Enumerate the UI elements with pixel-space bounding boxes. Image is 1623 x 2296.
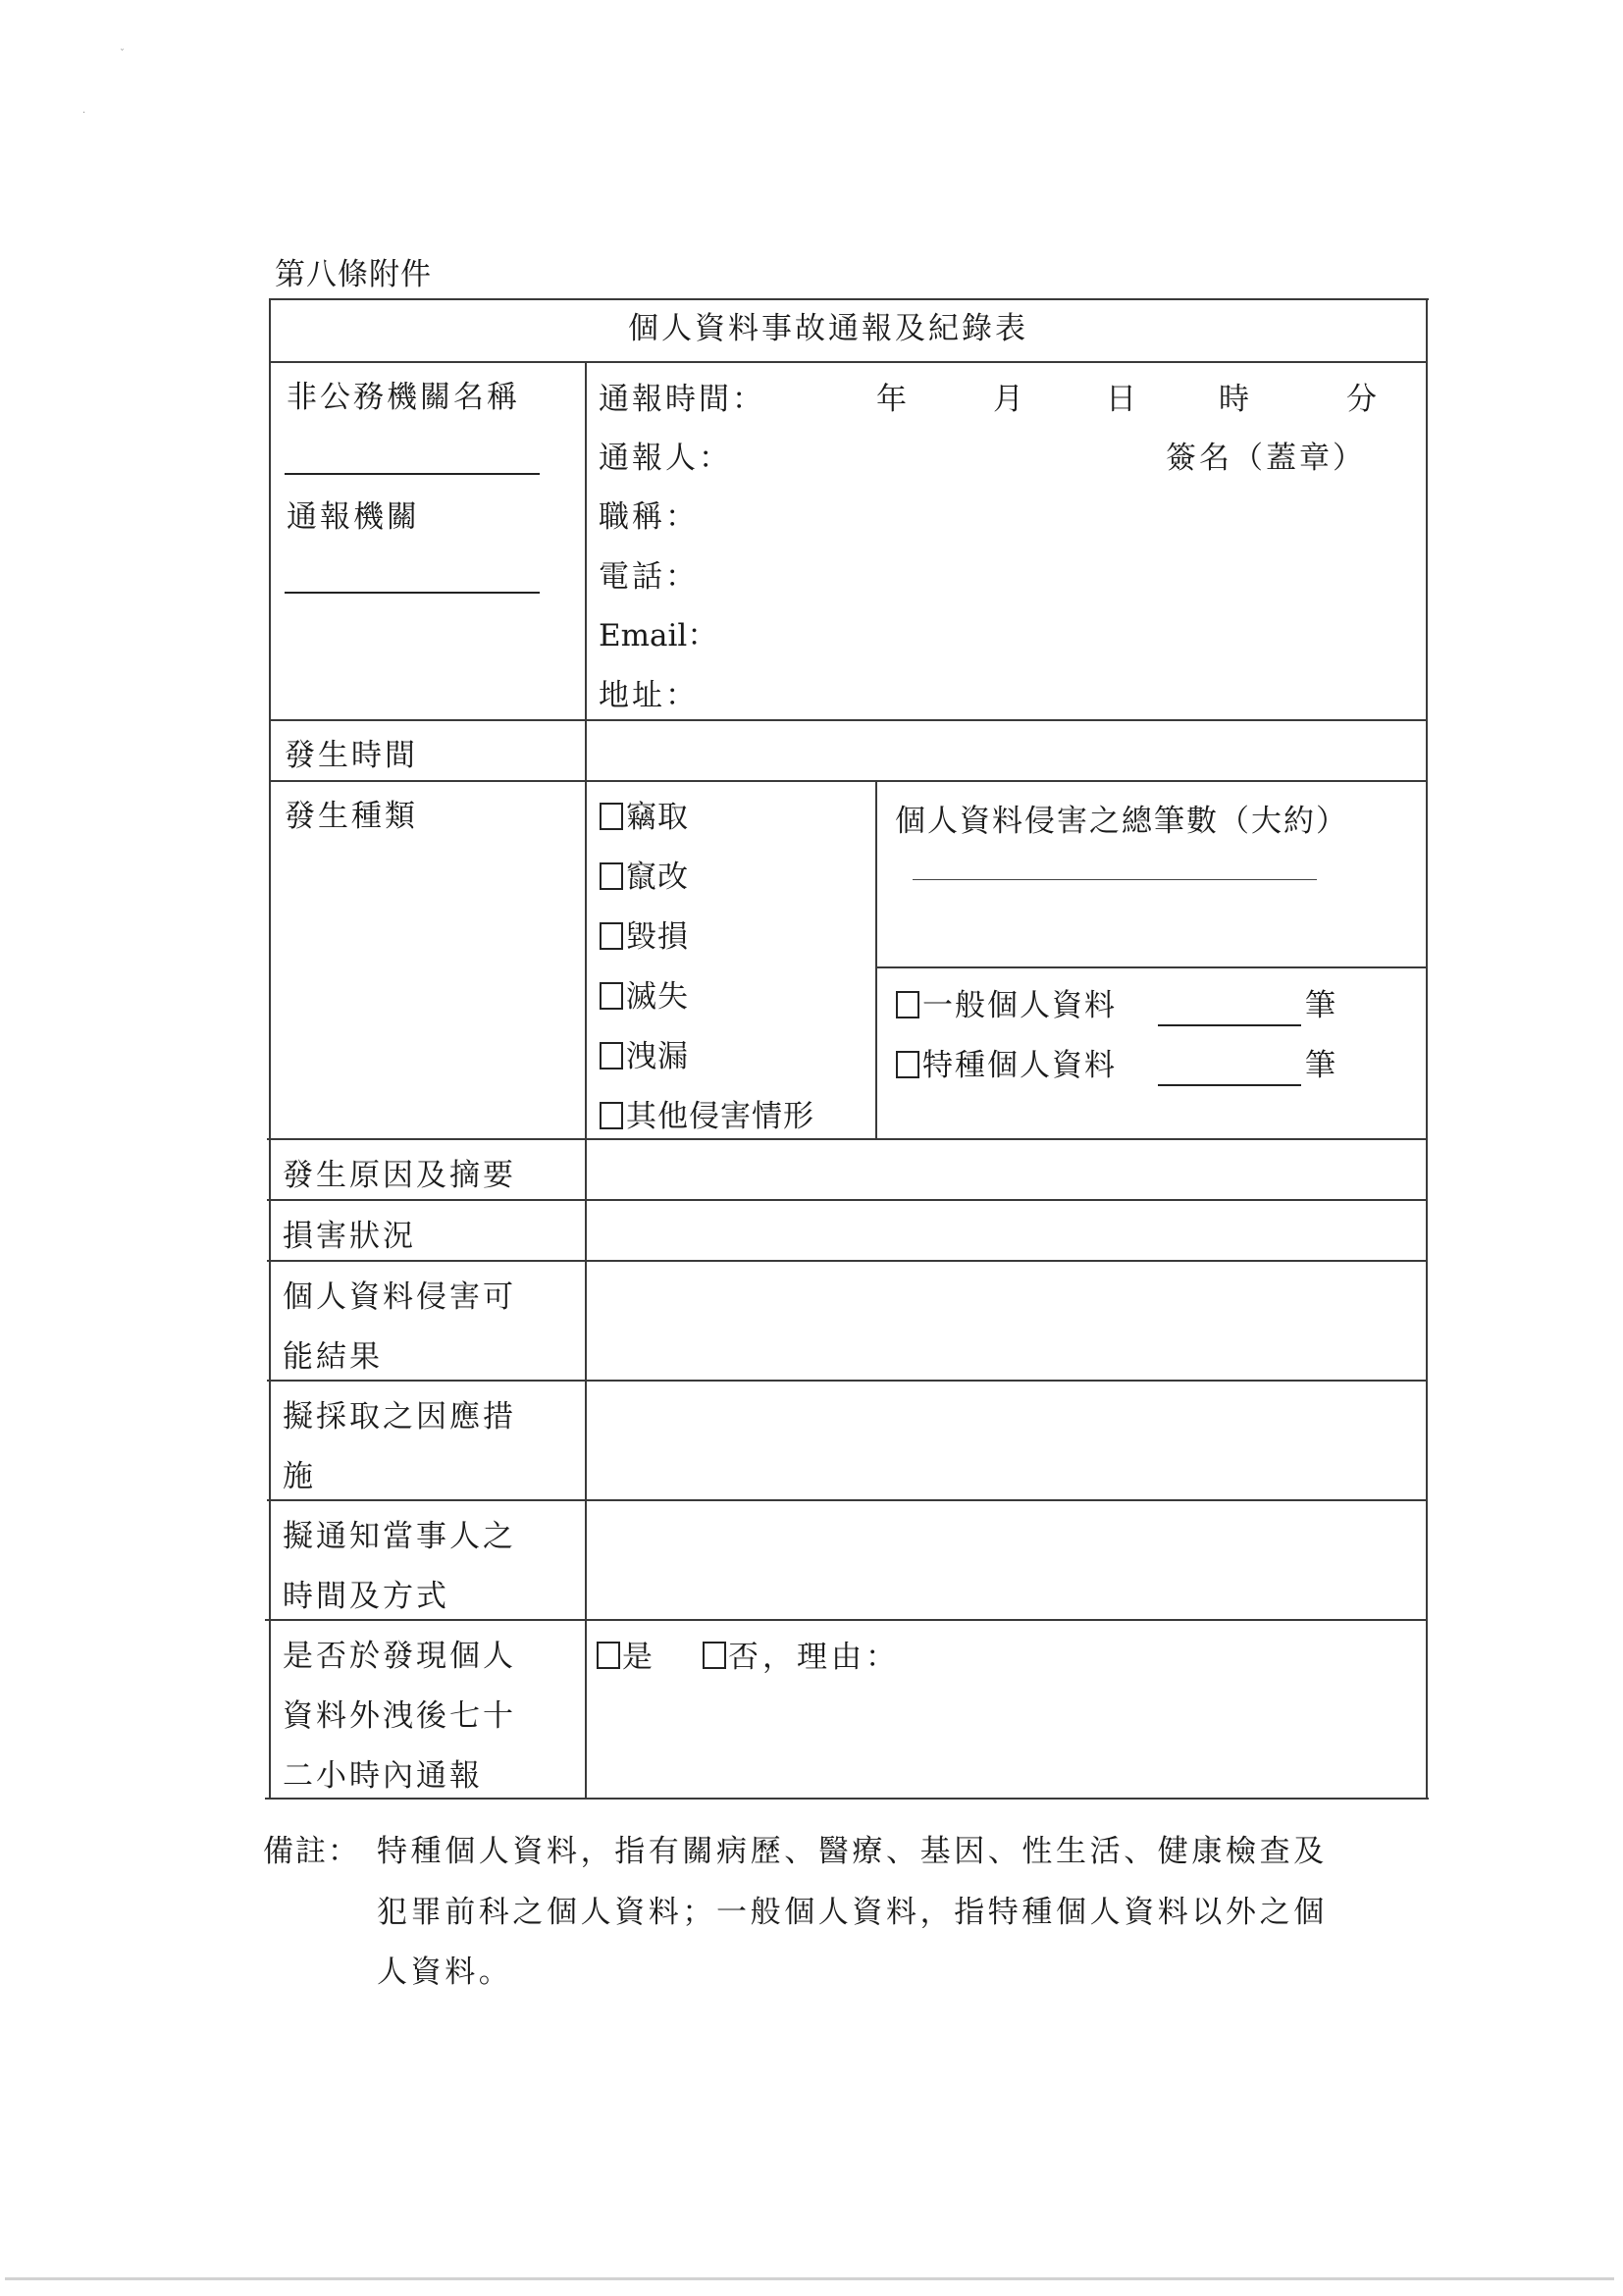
table-border-left bbox=[269, 298, 271, 1800]
row-divider bbox=[267, 1138, 1428, 1140]
report-time-label: 通報時間： bbox=[599, 382, 765, 417]
form-title: 個人資料事故通報及紀錄表 bbox=[628, 311, 1028, 346]
time-unit-minute: 分 bbox=[1346, 382, 1380, 417]
time-unit-month: 月 bbox=[993, 382, 1026, 417]
notification-72h-label-line2: 資料外洩後七十 bbox=[283, 1698, 516, 1734]
checkbox-general-data[interactable] bbox=[896, 991, 919, 1018]
checkbox-tampering[interactable] bbox=[600, 862, 623, 890]
notify-subject-label-line2: 時間及方式 bbox=[283, 1579, 449, 1614]
note-prefix: 備註： bbox=[263, 1834, 360, 1869]
checkbox-yes[interactable] bbox=[597, 1642, 620, 1669]
possible-consequences-label-line2: 能結果 bbox=[283, 1339, 383, 1375]
table-border-top bbox=[269, 298, 1429, 300]
checkbox-other[interactable] bbox=[600, 1102, 623, 1129]
special-data-count-field[interactable] bbox=[1158, 1084, 1301, 1086]
attachment-label: 第八條附件 bbox=[275, 257, 432, 292]
damage-status-label: 損害狀況 bbox=[283, 1219, 416, 1254]
option-other-label: 其他侵害情形 bbox=[626, 1099, 814, 1134]
checkbox-damage[interactable] bbox=[600, 922, 623, 950]
option-theft-label: 竊取 bbox=[626, 800, 689, 835]
scan-artifact: · bbox=[82, 108, 86, 119]
job-title-label: 職稱： bbox=[599, 499, 699, 535]
yes-label: 是 bbox=[622, 1640, 655, 1675]
scan-artifact: ˇ bbox=[120, 49, 125, 60]
option-leak-label: 洩漏 bbox=[626, 1039, 689, 1074]
note-line-3: 人資料。 bbox=[377, 1955, 513, 1990]
notify-subject-field[interactable] bbox=[589, 1503, 1423, 1617]
org-name-field[interactable] bbox=[285, 473, 540, 475]
checkbox-no[interactable] bbox=[703, 1642, 726, 1669]
notification-72h-label-line3: 二小時內通報 bbox=[283, 1758, 483, 1794]
cause-summary-label: 發生原因及摘要 bbox=[283, 1158, 516, 1193]
address-label: 地址： bbox=[599, 678, 699, 713]
table-border-right bbox=[1426, 298, 1428, 1800]
row-divider bbox=[269, 719, 1428, 721]
checkbox-theft[interactable] bbox=[600, 803, 623, 830]
occurrence-type-label: 發生種類 bbox=[285, 799, 418, 834]
row-divider bbox=[267, 1199, 1428, 1201]
org-name-label: 非公務機關名稱 bbox=[287, 380, 520, 415]
no-reason-label: 否，理由： bbox=[728, 1640, 900, 1675]
time-unit-day: 日 bbox=[1106, 382, 1139, 417]
scan-edge-line bbox=[5, 2277, 1614, 2280]
option-tampering-label: 竄改 bbox=[626, 860, 689, 895]
general-data-count-field[interactable] bbox=[1158, 1024, 1301, 1026]
row-divider bbox=[265, 1619, 1428, 1621]
planned-measures-label-line2: 施 bbox=[283, 1459, 316, 1494]
damage-status-field[interactable] bbox=[589, 1203, 1423, 1258]
planned-measures-field[interactable] bbox=[589, 1383, 1423, 1497]
general-data-unit: 筆 bbox=[1305, 988, 1338, 1023]
cause-summary-field[interactable] bbox=[589, 1142, 1423, 1197]
row-divider bbox=[267, 1380, 1428, 1382]
table-border-bottom bbox=[265, 1798, 1429, 1800]
special-data-unit: 筆 bbox=[1305, 1048, 1338, 1083]
column-divider bbox=[585, 361, 587, 1800]
special-data-label: 特種個人資料 bbox=[922, 1048, 1117, 1083]
time-unit-hour: 時 bbox=[1219, 382, 1252, 417]
note-line-2: 犯罪前科之個人資料；一般個人資料，指特種個人資料以外之個 bbox=[377, 1895, 1328, 1930]
occurrence-time-field[interactable] bbox=[589, 723, 1423, 778]
possible-consequences-field[interactable] bbox=[589, 1264, 1423, 1378]
notify-subject-label-line1: 擬通知當事人之 bbox=[283, 1519, 516, 1554]
notification-72h-label-line1: 是否於發現個人 bbox=[283, 1639, 516, 1674]
row-divider bbox=[267, 1499, 1428, 1501]
possible-consequences-label-line1: 個人資料侵害可 bbox=[283, 1279, 516, 1315]
total-records-label: 個人資料侵害之總筆數（大約） bbox=[895, 804, 1348, 839]
phone-label: 電話： bbox=[599, 559, 699, 595]
row-divider bbox=[267, 1260, 1428, 1262]
reason-field[interactable] bbox=[913, 1629, 1423, 1668]
option-loss-label: 滅失 bbox=[626, 979, 689, 1015]
email-label: Email： bbox=[599, 618, 718, 653]
checkbox-loss[interactable] bbox=[600, 982, 623, 1010]
row-divider bbox=[269, 780, 1428, 782]
planned-measures-label-line1: 擬採取之因應措 bbox=[283, 1399, 516, 1435]
note-line-1: 特種個人資料，指有關病歷、醫療、基因、性生活、健康檢查及 bbox=[377, 1834, 1328, 1869]
time-unit-year: 年 bbox=[876, 382, 910, 417]
occurrence-time-label: 發生時間 bbox=[285, 738, 418, 773]
signature-label: 簽名（蓋章） bbox=[1166, 441, 1366, 476]
type-inner-column-divider bbox=[875, 780, 877, 1139]
checkbox-leak[interactable] bbox=[600, 1042, 623, 1070]
reporter-label: 通報人： bbox=[599, 441, 732, 476]
total-records-field[interactable] bbox=[913, 879, 1317, 880]
row-divider bbox=[269, 361, 1428, 363]
reporting-agency-field[interactable] bbox=[285, 592, 540, 594]
type-inner-row-divider bbox=[875, 966, 1427, 968]
option-damage-label: 毀損 bbox=[626, 919, 689, 955]
general-data-label: 一般個人資料 bbox=[922, 988, 1117, 1023]
reporting-agency-label: 通報機關 bbox=[287, 499, 420, 535]
checkbox-special-data[interactable] bbox=[896, 1051, 919, 1078]
